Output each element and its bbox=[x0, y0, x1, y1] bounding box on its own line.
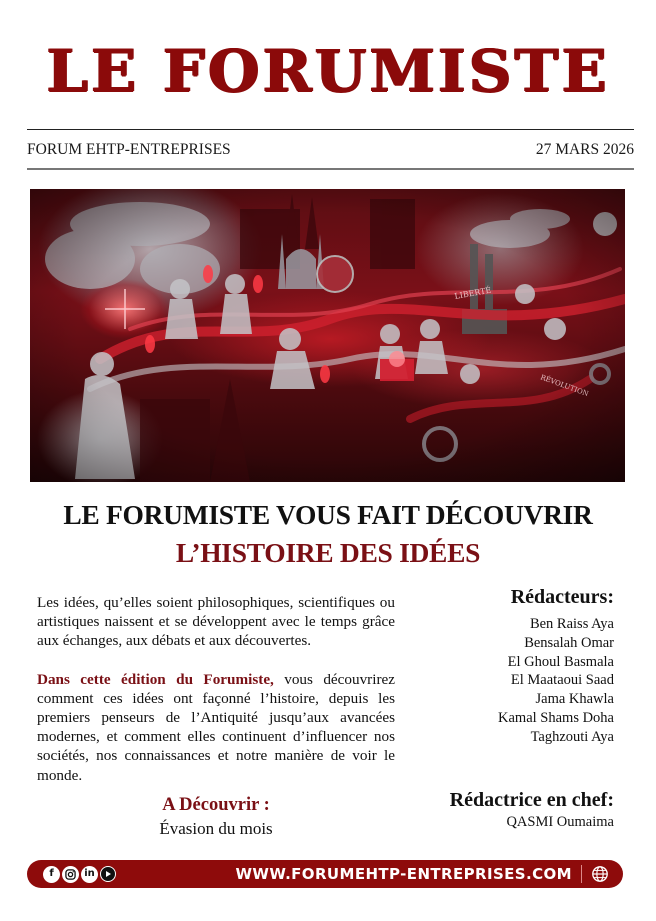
discover-heading: A Découvrir : bbox=[162, 795, 270, 815]
hero-illustration bbox=[30, 189, 625, 482]
footer-bar bbox=[27, 860, 623, 888]
masthead-container bbox=[0, 38, 656, 104]
editor-in-chief-title: Rédactrice en chef: bbox=[449, 789, 614, 811]
website-link[interactable]: WWW.FORUMEHTP-ENTREPRISES.COM bbox=[235, 865, 572, 883]
editor-name: Taghzouti Aya bbox=[530, 728, 614, 745]
intro-article bbox=[37, 593, 395, 804]
editor-name: Kamal Shams Doha bbox=[498, 709, 614, 726]
edition-text: vous découvrirez comment ces idées ont façonné l’histoire, depuis les premiers penseurs de l’Antiquité jusqu’aux avancées modernes, et comment elles continuent d’influencer nos sociétés, nos connaissances et notre manière de voir le monde. bbox=[37, 670, 395, 784]
intro-paragraph: Les idées, qu’elles soient philosophiques, scientifiques ou artistiques naissent et se développent avec le temps grâce aux échanges, aux débats et aux découvertes. bbox=[37, 594, 395, 650]
dateline bbox=[27, 138, 634, 162]
mural-artwork bbox=[30, 189, 625, 482]
facebook-icon[interactable]: f bbox=[43, 866, 60, 883]
masthead-title: LE FORUMISTE bbox=[46, 37, 610, 105]
instagram-icon[interactable] bbox=[62, 866, 79, 883]
editor-name: El Maataoui Saad bbox=[510, 672, 614, 689]
editor-name: Bensalah Omar bbox=[524, 634, 614, 651]
editor-name: Jama Khawla bbox=[535, 691, 614, 708]
editors-panel bbox=[394, 585, 614, 747]
editors-title: Rédacteurs: bbox=[510, 586, 614, 608]
website-block bbox=[235, 865, 623, 883]
social-links bbox=[43, 866, 116, 883]
editors-list bbox=[394, 615, 614, 747]
publication-name: FORUM EHTP-ENTREPRISES bbox=[27, 141, 231, 158]
issue-date: 27 MARS 2026 bbox=[535, 141, 634, 158]
editor-name: El Ghoul Basmala bbox=[507, 653, 614, 670]
edition-paragraph bbox=[37, 670, 395, 785]
globe-icon[interactable] bbox=[591, 865, 609, 883]
editor-name: Ben Raiss Aya bbox=[529, 616, 614, 632]
editor-in-chief bbox=[374, 788, 614, 832]
headline-line-1: LE FORUMISTE VOUS FAIT DÉCOUVRIR bbox=[63, 499, 593, 530]
discover-subtitle: Évasion du mois bbox=[159, 819, 273, 838]
top-rule bbox=[27, 129, 634, 130]
linkedin-icon[interactable]: in bbox=[81, 866, 98, 883]
youtube-icon[interactable] bbox=[100, 866, 116, 882]
headline-line-2: L’HISTOIRE DES IDÉES bbox=[175, 537, 481, 568]
footer-divider bbox=[581, 865, 582, 883]
edition-lead: Dans cette édition du Forumiste, bbox=[37, 670, 274, 688]
bottom-rule bbox=[27, 168, 634, 170]
editor-in-chief-name: QASMI Oumaima bbox=[506, 814, 614, 830]
